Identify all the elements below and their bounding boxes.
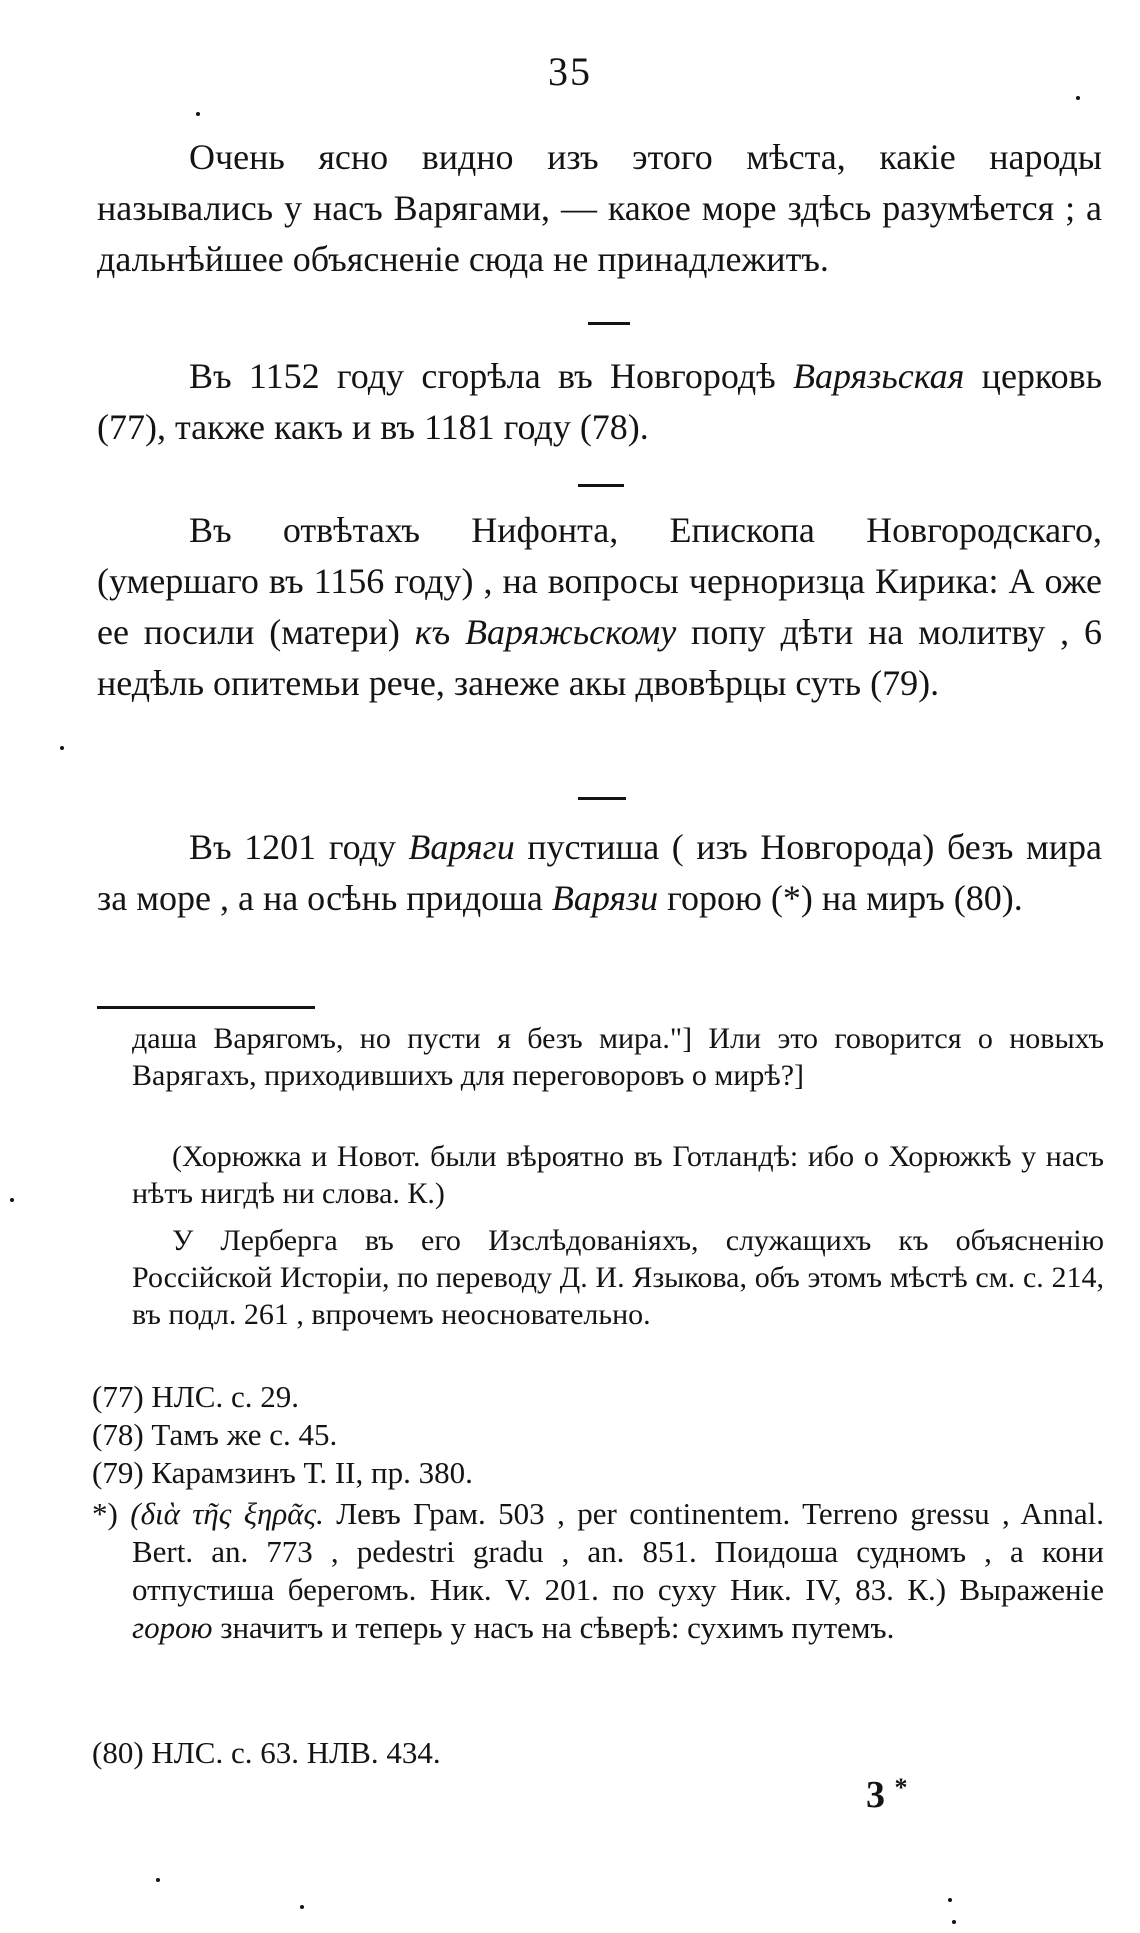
italic-term: Варязьская: [793, 356, 965, 396]
note-79: [92, 1454, 1104, 1492]
page-number: 35: [548, 49, 592, 94]
footnote-rule: [97, 1006, 315, 1009]
footnote-text: даша Варягомъ, но пусти я безъ мира."] Или это говорится о новыхъ Варягахъ, приходившихъ для переговоровъ о мирѣ?]: [132, 1022, 1104, 1092]
asterisk-mark: *): [92, 1496, 118, 1531]
paragraph-text: [97, 351, 1102, 453]
note-text: (77) НЛС. с. 29.: [92, 1379, 299, 1414]
note-77: [92, 1378, 1104, 1416]
dash-separator: [578, 484, 624, 487]
note-78: [92, 1416, 1104, 1454]
footnote-continuation-3: [132, 1222, 1104, 1333]
speck: [60, 746, 64, 750]
paragraph-1152: [97, 351, 1102, 453]
text-run: пустиша ( изъ Новгорода) безъ мира за море , а на осѣнь придоша: [97, 827, 1102, 918]
text-run: Въ отвѣтахъ Нифонта, Епископа Новгородскаго, (умершаго въ 1156 году) , на вопросы черноризца Кирика: А оже ее посили (матери): [97, 510, 1102, 652]
speck: [156, 1878, 160, 1882]
note-text: (80) НЛС. с. 63. НЛВ. 434.: [92, 1735, 441, 1770]
signature-number: 3: [866, 1774, 885, 1816]
footnote-continuation-1: [132, 1020, 1104, 1094]
speck: [1076, 96, 1080, 100]
note-text: [92, 1495, 1104, 1647]
text-run: попу дѣти на молитву , 6 недѣль опитемьи рече, занеже акы двовѣрцы суть (79).: [97, 612, 1102, 703]
paragraph-varangians: [97, 132, 1102, 285]
note-text: (79) Карамзинъ Т. II, пр. 380.: [92, 1455, 473, 1490]
note-text: (78) Тамъ же с. 45.: [92, 1417, 338, 1452]
note-asterisk: [92, 1495, 1104, 1647]
speck: [300, 1905, 304, 1909]
italic-term: горою: [132, 1610, 213, 1645]
note-80: [92, 1734, 1104, 1772]
text-run: горою (*) на миръ (80).: [658, 878, 1023, 918]
paragraph-text: Очень ясно видно изъ этого мѣста, какіе народы назывались у насъ Варягами, — какое море здѣсь разумѣется ; а дальнѣйшее объясненіе сюда не принадлежитъ.: [97, 137, 1102, 279]
dash-separator: [588, 322, 630, 325]
footnote-text: (Хорюжка и Новот. были вѣроятно въ Готландѣ: ибо о Хорюжкѣ у насъ нѣтъ нигдѣ ни слова. К.): [132, 1140, 1104, 1210]
signature-mark: [866, 1773, 908, 1817]
italic-term: Варяги: [408, 827, 515, 867]
speck: [196, 112, 200, 116]
text-run: Левъ Грам. 503 , per continentem. Terreno gressu , Annal. Bert. an. 773 , pedestri gradu , an. 851. Поидоша судномъ , а кони отпустиша берегомъ. Ник. V. 201. по суху Ник. IV, 83. К.) Выраженіе: [132, 1496, 1105, 1607]
speck: [952, 1920, 956, 1924]
text-run: значитъ и теперь у насъ на сѣверѣ: сухимъ путемъ.: [212, 1610, 895, 1645]
paragraph-1201: [97, 822, 1102, 924]
paragraph-text: [97, 822, 1102, 924]
paragraph-text: [97, 505, 1102, 709]
dash-separator: [578, 797, 626, 800]
text-run: Въ 1201 году: [189, 827, 409, 867]
signature-asterisk: *: [894, 1773, 908, 1802]
text-run: церковь (77), также какъ и въ 1181 году (78).: [97, 356, 1103, 447]
greek-phrase: (διὰ τῆς ξηρᾶς.: [130, 1496, 324, 1531]
paragraph-nifont: [97, 505, 1102, 709]
speck: [10, 1198, 14, 1202]
footnote-continuation-2: [132, 1138, 1104, 1212]
text-run: Въ 1152 году сгорѣла въ Новгородѣ: [189, 356, 794, 396]
italic-term: къ Варяжьскому: [414, 612, 677, 652]
italic-term: Варязи: [551, 878, 659, 918]
speck: [948, 1898, 952, 1902]
footnote-text: У Лерберга въ его Изслѣдованіяхъ, служащихъ къ объясненію Россійской Исторіи, по переводу Д. И. Языкова, объ этомъ мѣстѣ см. с. 214, въ подл. 261 , впрочемъ неосновательно.: [132, 1224, 1104, 1331]
